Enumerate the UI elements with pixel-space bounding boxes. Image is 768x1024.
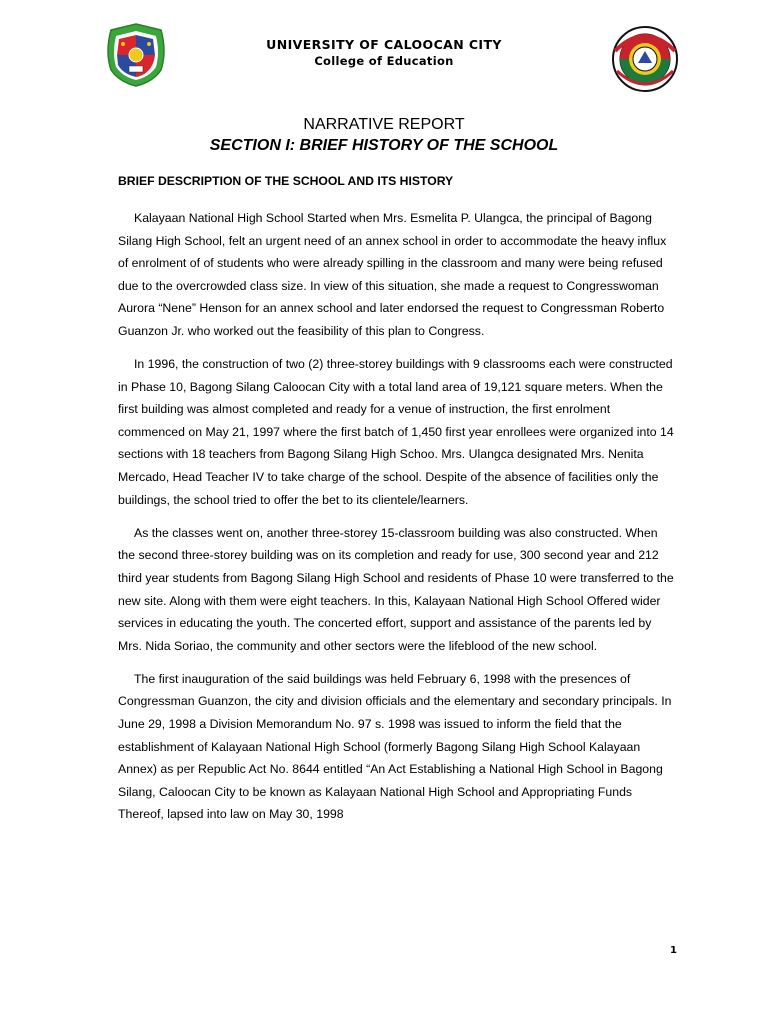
report-body	[118, 207, 678, 836]
report-titles	[0, 114, 768, 156]
paragraph: As the classes went on, another three-storey 15-classroom building was also constructed. When the second three-storey building was on its completion and ready for use, 300 second year and 212 third year students from Bagong Silang High School and residents of Phase 10 were transferred to the new site. Along with them were eight teachers. In this, Kalayaan National High School Offered wider services in educating the youth. The concerted effort, support and assistance of the parents led by Mrs. Nida Soriao, the community and other sectors were the lifeblood of the new school.	[118, 525, 674, 653]
document-header	[0, 37, 768, 69]
paragraph: The first inauguration of the said buildings was held February 6, 1998 with the presences of Congressman Guanzon, the city and division officials and the elementary and secondary principals. In June 29, 1998 a Division Memorandum No. 97 s. 1998 was issued to inform the field that the establishment of Kalayaan National High School (formerly Bagong Silang High School Kalayaan Annex) as per Republic Act No. 8644 entitled “An Act Establishing a National High School in Bagong Silang, Caloocan City to be known as Kalayaan National High School and Appropriating Funds Thereof, lapsed into law on May 30, 1998	[118, 671, 672, 822]
paragraph: Kalayaan National High School Started when Mrs. Esmelita P. Ulangca, the principal of Bagong Silang High School, felt an urgent need of an annex school in order to accommodate the heavy influx of enrolment of of students who were already spilling in the classroom and many were being refused due to the overcrowded class size. In view of this situation, she made a request to Congresswoman Aurora “Nene” Henson for an annex school and later endorsed the request to Congressman Roberto Guanzon Jr. who worked out the feasibility of this plan to Congress.	[118, 211, 667, 338]
paragraph: In 1996, the construction of two (2) three-storey buildings with 9 classrooms each were constructed in Phase 10, Bagong Silang Caloocan City with a total land area of 19,121 square meters. When the first building was almost completed and ready for a venue of instruction, the first enrolment commenced on May 21, 1997 where the first batch of 1,450 first year enrollees were organized into 14 sections with 18 teachers from Bagong Silang High Schoo. Mrs. Ulangca designated Mrs. Nenita Mercado, Head Teacher IV to take charge of the school. Despite of the absence of facilities only the buildings, the school tried to offer the bet to its clientele/learners.	[118, 357, 674, 507]
subheading: BRIEF DESCRIPTION OF THE SCHOOL AND ITS HISTORY	[118, 174, 454, 188]
university-name: UNIVERSITY OF CALOOCAN CITY	[266, 37, 502, 52]
report-title: NARRATIVE REPORT	[303, 116, 465, 133]
page-number: 1	[670, 945, 677, 956]
section-title: SECTION I: BRIEF HISTORY OF THE SCHOOL	[209, 137, 559, 154]
college-name: College of Education	[314, 54, 454, 68]
